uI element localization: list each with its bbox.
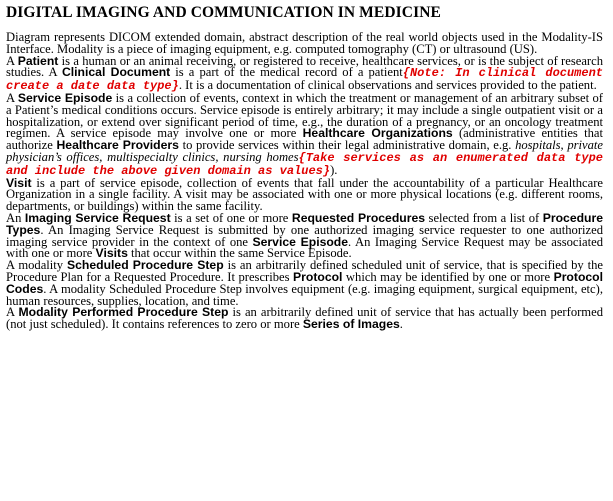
term-visits: Visits	[95, 246, 128, 261]
term-service-episode: Service Episode	[17, 90, 113, 105]
text: is a human or an animal receiving, or registered to receive, healthcare services, or is the subject of research studies. A	[6, 53, 603, 80]
page-title: DIGITAL IMAGING AND COMMUNICATION IN MEDICINE	[6, 4, 441, 21]
term-healthcare-organizations: Healthcare Organizations	[302, 126, 453, 141]
text: is an arbitrarily defined unit of service that has actually been performed (not just scheduled). It contains references to zero or more	[6, 305, 603, 332]
text: .	[399, 317, 403, 332]
text: is a part of the medical record of a patient	[170, 65, 403, 80]
note-date-data-type: {Note: In clinical document create a date data type}	[6, 66, 603, 94]
text: . It is a documentation of clinical observations and services provided to the patient.	[178, 78, 597, 93]
text: selected from a list of	[425, 210, 543, 225]
service-episode-paragraph	[6, 90, 604, 178]
term-healthcare-providers: Healthcare Providers	[56, 138, 179, 153]
term-procedure-types: Procedure Types	[6, 210, 604, 237]
term-protocol: Protocol	[293, 269, 343, 284]
patient-paragraph	[6, 53, 603, 94]
note-enumerated-type: {Take services as an enumerated data type and include the above given domain as values}	[6, 150, 604, 178]
term-imaging-service-request: Imaging Service Request	[24, 210, 171, 225]
text: A	[6, 305, 19, 320]
term-protocol-codes: Protocol Codes	[6, 269, 603, 296]
examples-text: hospitals, private physician’s offices, multispecialty clinics, nursing homes	[6, 138, 604, 164]
term-requested-procedures: Requested Procedures	[291, 210, 426, 225]
text: . An Imaging Service Request may be associated with one or more	[6, 234, 603, 261]
text: A modality	[6, 258, 68, 273]
text: . A modality Scheduled Procedure Step involves equipment (e.g. imaging equipment, surgical equipment, etc), human resources, supplies, location, and time.	[6, 281, 603, 308]
performed-step-paragraph	[6, 307, 603, 331]
text: ).	[330, 162, 338, 177]
text: to provide services within their legal administrative domain, e.g.	[178, 138, 516, 153]
text: is a collection of events, context in which the treatment or management of an arbitrary subset of a Patient’s medical conditions occurs. Service episode is entirely arbitrary; it may include a single outpatient visit or a hospitalization, or extend over significant period of time, e.g., the duration of a pregnancy, or an oncology treatment regimen. A service episode may involve one or more	[6, 90, 603, 141]
intro-paragraph: Diagram represents DICOM extended domain, abstract description of the real world objects used in the Modality-IS Interface. Modality is a piece of imaging equipment, e.g. computed tomography (CT) or ultrasound (US).	[6, 30, 603, 56]
text: . An Imaging Service Request is submitted by one authorized imaging service requester to one authorized imaging service provider in the context of one	[6, 222, 603, 249]
scheduled-step-paragraph	[6, 260, 603, 307]
visit-paragraph	[6, 175, 603, 214]
term-series-of-images: Series of Images	[302, 317, 400, 332]
text: is a part of service episode, collection of events that fall under the accountability of a particular Healthcare Organization in a single facility. A visit may be associated with one or more physical locations (e.g. different rooms, departments, or buildings) within the same facility.	[6, 175, 603, 214]
text: A	[6, 90, 18, 105]
term-modality-performed-procedure-step: Modality Performed Procedure Step	[18, 305, 229, 320]
term-scheduled-procedure-step: Scheduled Procedure Step	[67, 258, 224, 273]
text: (administrative entities that authorize	[6, 126, 603, 153]
term-service-episode: Service Episode	[252, 234, 349, 249]
text: A	[6, 53, 18, 68]
term-visit: Visit	[6, 175, 32, 190]
text: which may be identified by one or more	[342, 269, 554, 284]
text: is an arbitrarily defined scheduled unit of service, that is specified by the Procedure Plan for a Requested Procedure. It prescribes	[6, 258, 603, 284]
text: An	[6, 210, 25, 225]
term-patient: Patient	[17, 53, 59, 68]
text: is a set of one or more	[170, 210, 292, 225]
text: that occur within the same Service Episode.	[127, 246, 352, 261]
term-clinical-document: Clinical Document	[61, 65, 171, 80]
imaging-request-paragraph	[6, 210, 604, 261]
